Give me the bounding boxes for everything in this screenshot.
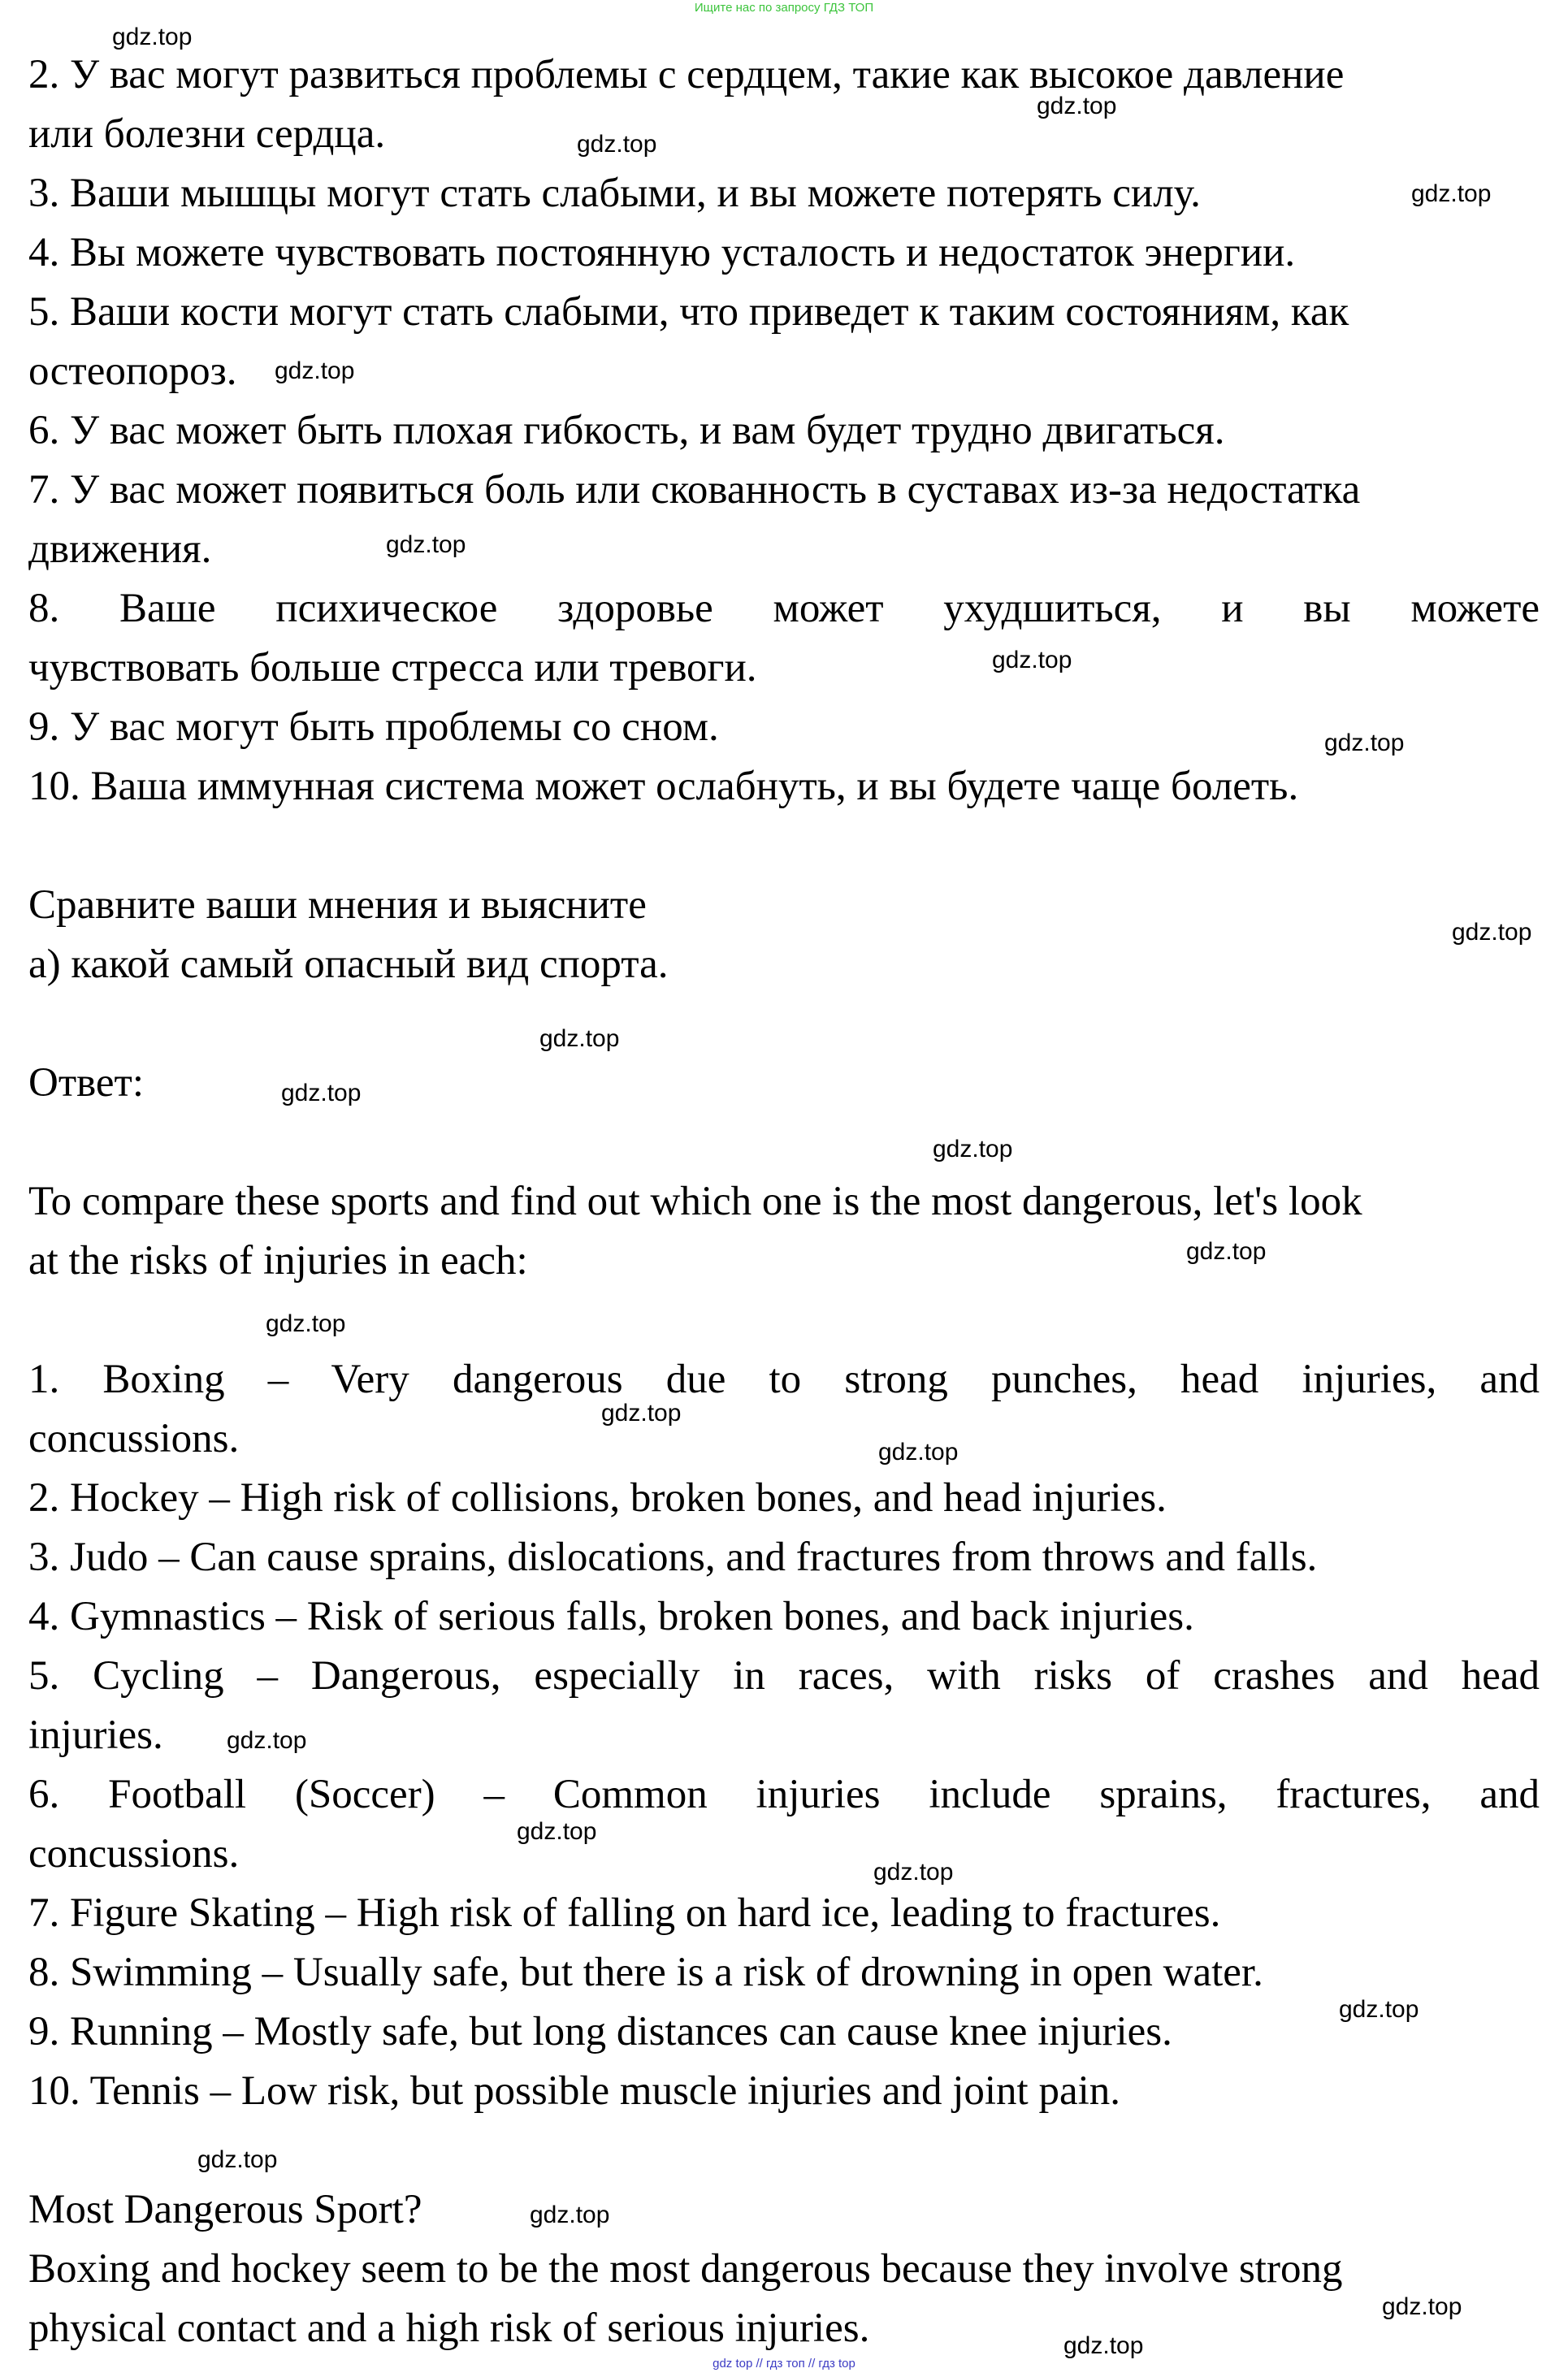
watermark: gdz.top	[517, 1818, 597, 1845]
top-banner[interactable]: Ищите нас по запросу ГДЗ ТОП	[694, 1, 874, 15]
watermark: gdz.top	[601, 1400, 682, 1427]
sport-item-gymnastics: 4. Gymnastics – Risk of serious falls, broken bones, and back injuries.	[28, 1594, 1194, 1639]
watermark: gdz.top	[227, 1727, 307, 1754]
sport-item-boxing-cont: concussions.	[28, 1416, 240, 1461]
consequence-item-10: 10. Ваша иммунная система может ослабнуть, и вы будете чаще болеть.	[28, 764, 1299, 809]
watermark: gdz.top	[1382, 2293, 1462, 2320]
watermark: gdz.top	[275, 357, 355, 384]
answer-intro: To compare these sports and find out which one is the most dangerous, let's look	[28, 1179, 1362, 1224]
watermark: gdz.top	[1452, 919, 1532, 946]
conclusion-heading: Most Dangerous Sport?	[28, 2187, 422, 2232]
sport-item-swimming: 8. Swimming – Usually safe, but there is a risk of drowning in open water.	[28, 1950, 1263, 1995]
consequence-item-6: 6. У вас может быть плохая гибкость, и вам будет трудно двигаться.	[28, 408, 1225, 453]
consequence-item-5-cont: остеопороз.	[28, 349, 237, 394]
watermark: gdz.top	[386, 531, 466, 558]
answer-label: Ответ:	[28, 1060, 144, 1106]
watermark: gdz.top	[539, 1025, 620, 1052]
sport-item-running: 9. Running – Mostly safe, but long distances can cause knee injuries.	[28, 2009, 1172, 2054]
consequence-item-4: 4. Вы можете чувствовать постоянную усталость и недостаток энергии.	[28, 230, 1296, 275]
sport-item-boxing: 1. Boxing – Very dangerous due to strong punches, head injuries, and	[28, 1357, 1540, 1402]
consequence-item-8: 8. Ваше психическое здоровье может ухудшиться, и вы можете	[28, 586, 1540, 631]
watermark: gdz.top	[1324, 730, 1405, 756]
consequence-item-2-cont: или болезни сердца.	[28, 111, 386, 157]
watermark: gdz.top	[112, 24, 193, 50]
sport-item-cycling-cont: injuries.	[28, 1712, 163, 1758]
watermark: gdz.top	[992, 647, 1072, 673]
watermark: gdz.top	[1186, 1238, 1267, 1265]
watermark: gdz.top	[1063, 2332, 1144, 2359]
conclusion-text-cont: physical contact and a high risk of serious injuries.	[28, 2306, 870, 2351]
sport-item-football: 6. Football (Soccer) – Common injuries include sprains, fractures, and	[28, 1772, 1540, 1817]
watermark: gdz.top	[281, 1080, 362, 1106]
sport-item-cycling: 5. Cycling – Dangerous, especially in races, with risks of crashes and head	[28, 1653, 1540, 1699]
watermark: gdz.top	[266, 1310, 346, 1337]
consequence-item-2: 2. У вас могут развиться проблемы с сердцем, такие как высокое давление	[28, 52, 1345, 97]
watermark: gdz.top	[530, 2202, 610, 2228]
watermark: gdz.top	[873, 1859, 954, 1886]
task-prompt: Сравните ваши мнения и выясните	[28, 882, 647, 928]
watermark: gdz.top	[197, 2146, 278, 2173]
watermark: gdz.top	[1037, 93, 1117, 119]
sport-item-tennis: 10. Tennis – Low risk, but possible muscle injuries and joint pain.	[28, 2068, 1121, 2114]
answer-intro-cont: at the risks of injuries in each:	[28, 1238, 528, 1284]
sport-item-football-cont: concussions.	[28, 1831, 240, 1877]
consequence-item-3: 3. Ваши мышцы могут стать слабыми, и вы можете потерять силу.	[28, 171, 1201, 216]
bottom-banner[interactable]: gdz top // гдз топ // гдз top	[713, 2357, 855, 2371]
task-question-a: а) какой самый опасный вид спорта.	[28, 942, 669, 987]
sport-item-judo: 3. Judo – Can cause sprains, dislocations, and fractures from throws and falls.	[28, 1535, 1318, 1580]
watermark: gdz.top	[1339, 1996, 1419, 2023]
watermark: gdz.top	[1411, 180, 1492, 207]
watermark: gdz.top	[933, 1136, 1013, 1163]
consequence-item-9: 9. У вас могут быть проблемы со сном.	[28, 704, 719, 750]
consequence-item-7-cont: движения.	[28, 526, 212, 572]
watermark: gdz.top	[577, 131, 657, 158]
sport-item-figure-skating: 7. Figure Skating – High risk of falling on hard ice, leading to fractures.	[28, 1890, 1221, 1936]
conclusion-text: Boxing and hockey seem to be the most dangerous because they involve strong	[28, 2246, 1343, 2292]
sport-item-hockey: 2. Hockey – High risk of collisions, broken bones, and head injuries.	[28, 1475, 1167, 1521]
watermark: gdz.top	[878, 1439, 959, 1466]
consequence-item-5: 5. Ваши кости могут стать слабыми, что приведет к таким состояниям, как	[28, 289, 1349, 335]
consequence-item-7: 7. У вас может появиться боль или скованность в суставах из-за недостатка	[28, 467, 1361, 513]
consequence-item-8-cont: чувствовать больше стресса или тревоги.	[28, 645, 757, 691]
